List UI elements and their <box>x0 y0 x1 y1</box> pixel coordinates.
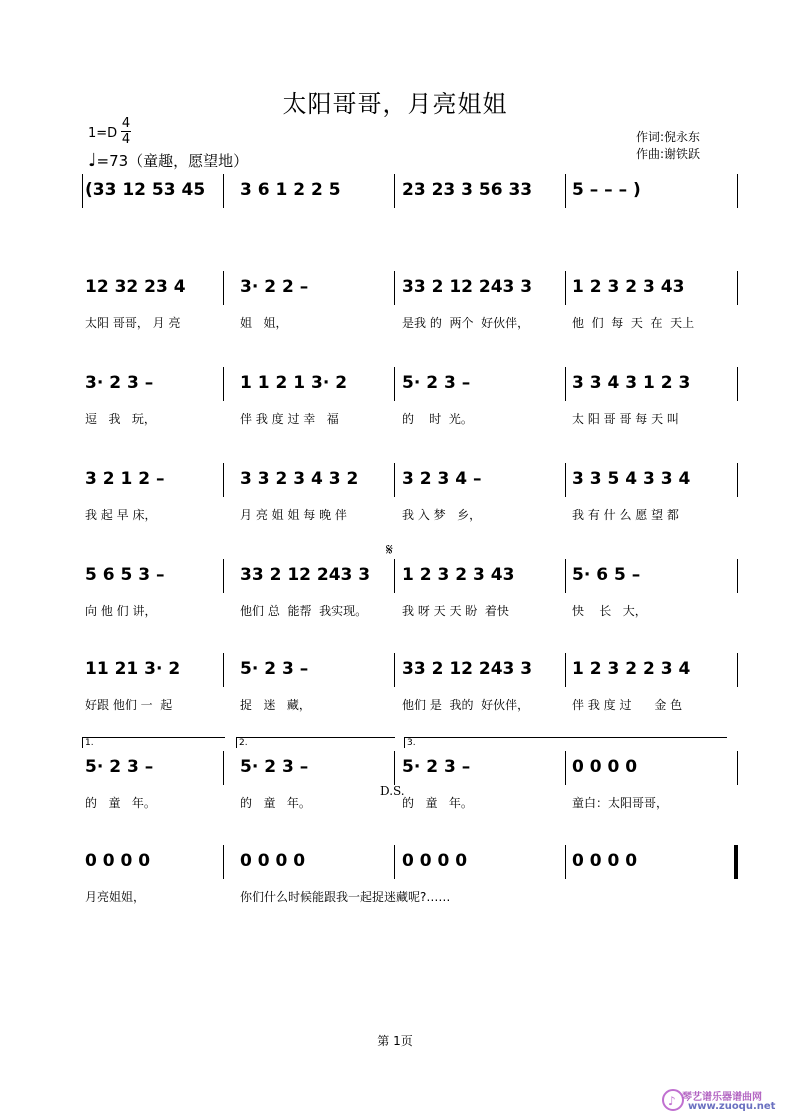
lyric-line: 捉 迷 藏， <box>240 698 311 712</box>
measure-notes: 3 6 1 2 2 5 <box>240 180 341 200</box>
bar-line <box>394 653 395 687</box>
composer: 作曲:谢铁跃 <box>636 147 701 161</box>
time-sig-top: 4 <box>121 116 131 131</box>
bar-line <box>737 559 738 593</box>
measure-notes: 0 0 0 0 <box>240 851 306 871</box>
measure-notes: 5 – – – ) <box>572 180 641 200</box>
music-logo-icon <box>662 1087 684 1113</box>
measure-notes: 5· 2 3 – <box>85 757 154 777</box>
measure-notes: 0 0 0 0 <box>85 851 151 871</box>
measure-notes: 3 3 2 3 4 3 2 <box>240 469 359 489</box>
bar-line <box>737 271 738 305</box>
bar-line <box>737 367 738 401</box>
song-title: 太阳哥哥，月亮姐姐 <box>282 90 508 118</box>
lyric-line: 的 时 光。 <box>402 412 473 426</box>
watermark-logo <box>662 1085 782 1115</box>
time-signature <box>121 116 131 147</box>
measure-notes: 5· 2 3 – <box>402 373 471 393</box>
lyric-line: 好跟 他们 一 起 <box>85 698 173 712</box>
segno-icon: 𝄋 <box>386 540 393 559</box>
bar-line <box>737 653 738 687</box>
lyric-line: 伴 我 度 过 幸 福 <box>240 412 339 426</box>
bar-line <box>737 751 738 785</box>
measure-notes: 1 2 3 2 3 43 <box>572 277 685 297</box>
measure-notes: 3 3 5 4 3 3 4 <box>572 469 691 489</box>
measure-notes: 3· 2 2 – <box>240 277 309 297</box>
measure-notes: 33 2 12 243 3 <box>402 659 533 679</box>
measure-notes: 1 1 2 1 3· 2 <box>240 373 348 393</box>
measure-notes: 33 2 12 243 3 <box>240 565 371 585</box>
bar-line <box>565 271 566 305</box>
measure-notes: 23 23 3 56 33 <box>402 180 533 200</box>
bar-line <box>565 845 566 879</box>
lyric-line: 月亮姐姐， <box>85 890 146 904</box>
bar-line <box>565 367 566 401</box>
watermark-name: 琴艺谱乐器谱曲网 <box>682 1092 762 1103</box>
measure-notes: 5· 2 3 – <box>402 757 471 777</box>
bar-line <box>223 463 224 497</box>
lyric-line: 你们什么时候能跟我一起捉迷藏呢?…… <box>240 890 451 904</box>
measure-notes: 5 6 5 3 – <box>85 565 165 585</box>
lyric-line: 伴 我 度 过 金 色 <box>572 698 683 712</box>
measure-notes: 1 2 3 2 2 3 4 <box>572 659 691 679</box>
lyric-line: 是我 的 两个 好伙伴， <box>402 316 530 330</box>
lyric-line: 太 阳 哥 哥 每 天 叫 <box>572 412 679 426</box>
measure-notes: 0 0 0 0 <box>572 851 638 871</box>
lyric-line: 快 长 大， <box>572 604 647 618</box>
bar-line <box>394 751 395 785</box>
bar-line <box>394 559 395 593</box>
bar-line <box>223 271 224 305</box>
bar-line <box>565 463 566 497</box>
time-sig-bottom: 4 <box>121 132 131 147</box>
bar-line <box>394 271 395 305</box>
ds-mark: D.S. <box>380 784 405 798</box>
lyric-line: 我 呀 天 天 盼 着快 <box>402 604 509 618</box>
lyric-line: 的 童 年。 <box>402 796 473 810</box>
measure-notes: 0 0 0 0 <box>402 851 468 871</box>
bar-line <box>394 367 395 401</box>
measure-notes: 5· 2 3 – <box>240 659 309 679</box>
bar-line <box>565 174 566 208</box>
bar-line <box>223 751 224 785</box>
lyric-line: 我 入 梦 乡， <box>402 508 482 522</box>
bar-line <box>737 845 738 879</box>
bar-line <box>394 174 395 208</box>
bar-line <box>565 653 566 687</box>
lyric-line: 他 们 每 天 在 天上 <box>572 316 695 330</box>
measure-notes: 3 3 4 3 1 2 3 <box>572 373 691 393</box>
bar-line <box>223 174 224 208</box>
quarter-note-icon: ♩ <box>88 150 97 171</box>
lyric-line: 月 亮 姐 姐 每 晚 伴 <box>240 508 347 522</box>
lyric-line: 他们 总 能帮 我实现。 <box>240 604 368 618</box>
bar-line <box>394 845 395 879</box>
bar-line <box>737 463 738 497</box>
lyricist: 作词:倪永东 <box>636 130 701 144</box>
svg-text:♪: ♪ <box>668 1094 676 1108</box>
bar-line <box>82 174 83 208</box>
measure-notes: 3 2 1 2 – <box>85 469 165 489</box>
volta-bracket: 2. <box>236 737 395 748</box>
measure-notes: 12 32 23 4 <box>85 277 186 297</box>
lyric-line: 我 有 什 么 愿 望 都 <box>572 508 679 522</box>
final-bar-line <box>734 845 737 879</box>
measure-notes: 33 2 12 243 3 <box>402 277 533 297</box>
lyric-line: 童白：太阳哥哥， <box>572 796 669 810</box>
page-number: 第 1页 <box>377 1034 413 1048</box>
volta-bracket: 1. <box>82 737 225 748</box>
bar-line <box>223 367 224 401</box>
tempo-text: =73（童趣，愿望地） <box>96 152 249 170</box>
measure-notes: 11 21 3· 2 <box>85 659 181 679</box>
volta-bracket: 3. <box>404 737 727 748</box>
bar-line <box>737 174 738 208</box>
measure-notes: 3 2 3 4 – <box>402 469 482 489</box>
lyric-line: 太阳 哥哥， 月 亮 <box>85 316 181 330</box>
bar-line <box>394 463 395 497</box>
watermark-url: www.zuoqu.net <box>688 1101 776 1112</box>
tempo-mark <box>88 150 248 171</box>
measure-notes: 3· 2 3 – <box>85 373 154 393</box>
bar-line <box>565 559 566 593</box>
measure-notes: 5· 6 5 – <box>572 565 641 585</box>
measure-notes: 5· 2 3 – <box>240 757 309 777</box>
lyric-line: 的 童 年。 <box>240 796 311 810</box>
lyric-line: 我 起 早 床， <box>85 508 157 522</box>
bar-line <box>223 845 224 879</box>
bar-line <box>565 751 566 785</box>
lyric-line: 逗 我 玩， <box>85 412 156 426</box>
lyric-line: 姐 姐， <box>240 316 288 330</box>
measure-notes: 1 2 3 2 3 43 <box>402 565 515 585</box>
lyric-line: 他们 是 我的 好伙伴， <box>402 698 530 712</box>
lyric-line: 的 童 年。 <box>85 796 156 810</box>
measure-notes: 0 0 0 0 <box>572 757 638 777</box>
lyric-line: 向 他 们 讲， <box>85 604 157 618</box>
bar-line <box>223 653 224 687</box>
bar-line <box>223 559 224 593</box>
measure-notes: (33 12 53 45 <box>85 180 206 200</box>
key-signature: 1=D <box>88 126 118 141</box>
